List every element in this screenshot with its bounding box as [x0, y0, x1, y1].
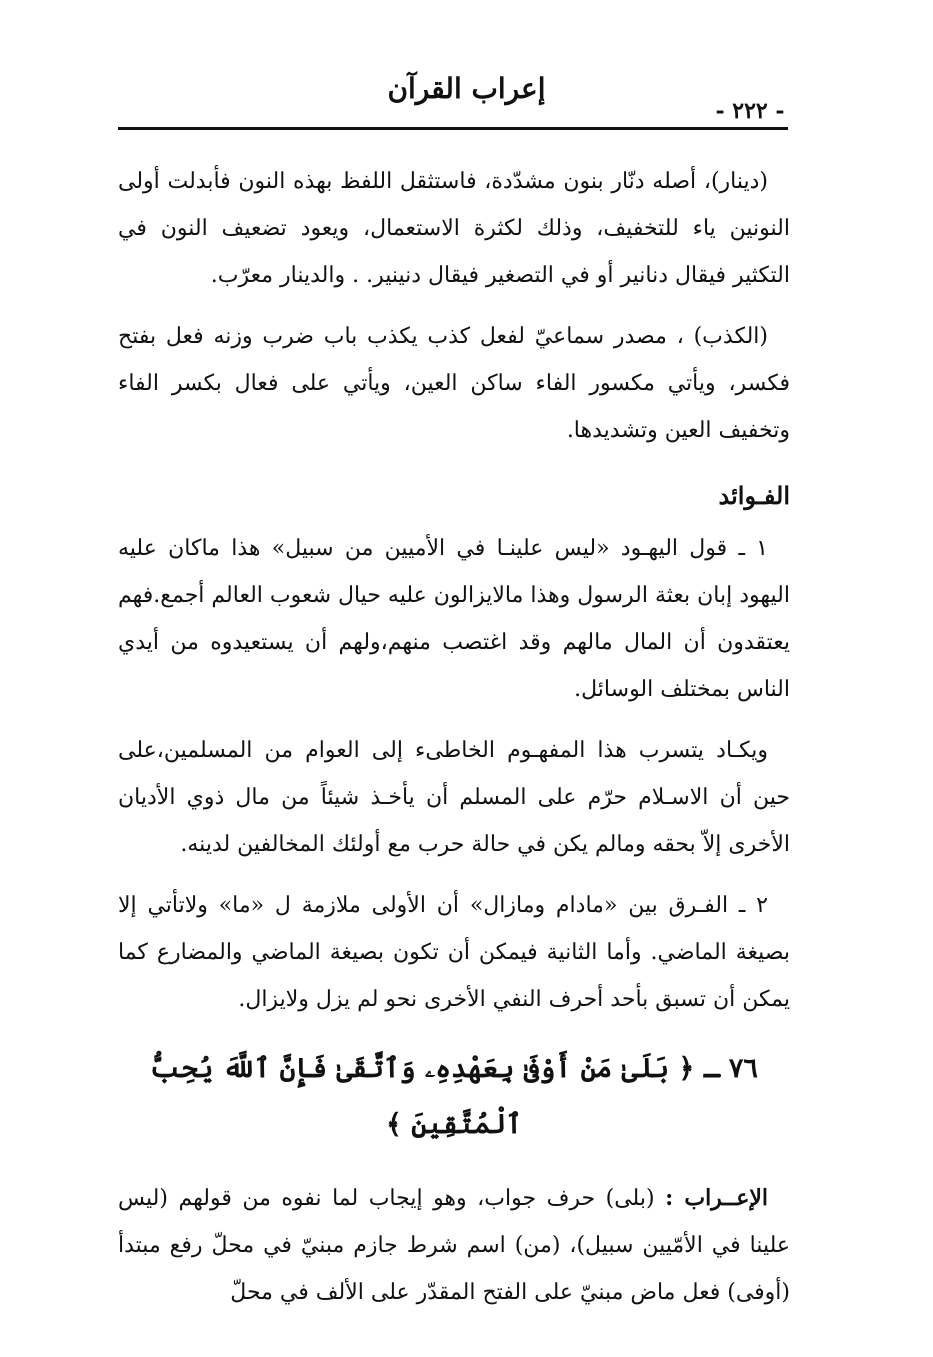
quran-verse: ٧٦ ـ ﴿ بَلَىٰ مَنْ أَوْفَىٰ بِعَهْدِهِۦ وَٱتَّقَىٰ فَإِنَّ ٱللَّهَ يُحِبُّ ٱلْمُتَّقِينَ ﴾ — [150, 1053, 758, 1140]
paragraph-dinar: (دينار)، أصله دنّار بنون مشدّدة، فاستثقل اللفظ بهذه النون فأبدلت أولى النونين ياء للتخفيف، وذلك لكثرة الاستعمال، ويعود تضعيف النون في التكثير فيقال دنانير أو في التصغير فيقال دنينير. . والدينار معرّب. — [118, 169, 790, 288]
fawaid-item-1-continued: ويكـاد يتسرب هذا المفهـوم الخاطىء إلى العوام من المسلمين،على حين أن الاسـلام حرّم على المسلم أن يأخـذ شيئاً من مال ذوي الأديان الأخرى إلاّ بحقه ومالم يكن في حالة حرب مع أولئك المخالفين لدينه. — [118, 738, 790, 857]
irab-text: (بلى) حرف جواب، وهو إيجاب لما نفوه من قولهم (ليس علينا في الأمّيين سبيل)، (من) اسم شرط جازم مبنيّ في محلّ رفع مبتدأ (أوفى) فعل ماض مبنيّ على الفتح المقدّر على الألف في محلّ — [118, 1186, 790, 1305]
paragraph-kadhib: (الكذب) ، مصدر سماعيّ لفعل كذب يكذب باب ضرب وزنه فعل بفتح فكسر، ويأتي مكسور الفاء ساكن العين، ويأتي على فعال بكسر الفاء وتخفيف العين وتشديدها. — [118, 324, 790, 443]
page-body — [118, 158, 790, 1330]
page-number: - ٢٢٢ - — [715, 98, 785, 124]
page-title: إعراب القرآن — [387, 72, 546, 105]
section-heading-fawaid: الفـوائد — [718, 481, 790, 510]
irab-label: الإعــراب : — [665, 1185, 769, 1211]
fawaid-item-1: ١ ـ قول اليهـود «ليس علينـا في الأميين من سبيل» هذا ماكان عليه اليهود إبان بعثة الرسول وهذا مالايزالون عليه حيال شعوب العالم أجمع.فهم يعتقدون أن المال مالهم وقد اغتصب منهم،ولهم أن يستعيدوه من أيدي الناس بمختلف الوسائل. — [117, 536, 790, 702]
fawaid-item-2: ٢ ـ الفـرق بين «مادام ومازال» أن الأولى ملازمة ل «ما» ولاتأتي إلا بصيغة الماضي. وأما الثانية فيمكن أن تكون بصيغة الماضي والمضارع كما يمكن أن تسبق بأحد أحرف النفي الأخرى نحو لم يزل ولايزال. — [118, 893, 790, 1012]
irab-paragraph — [118, 1175, 790, 1316]
header-divider — [118, 127, 788, 130]
